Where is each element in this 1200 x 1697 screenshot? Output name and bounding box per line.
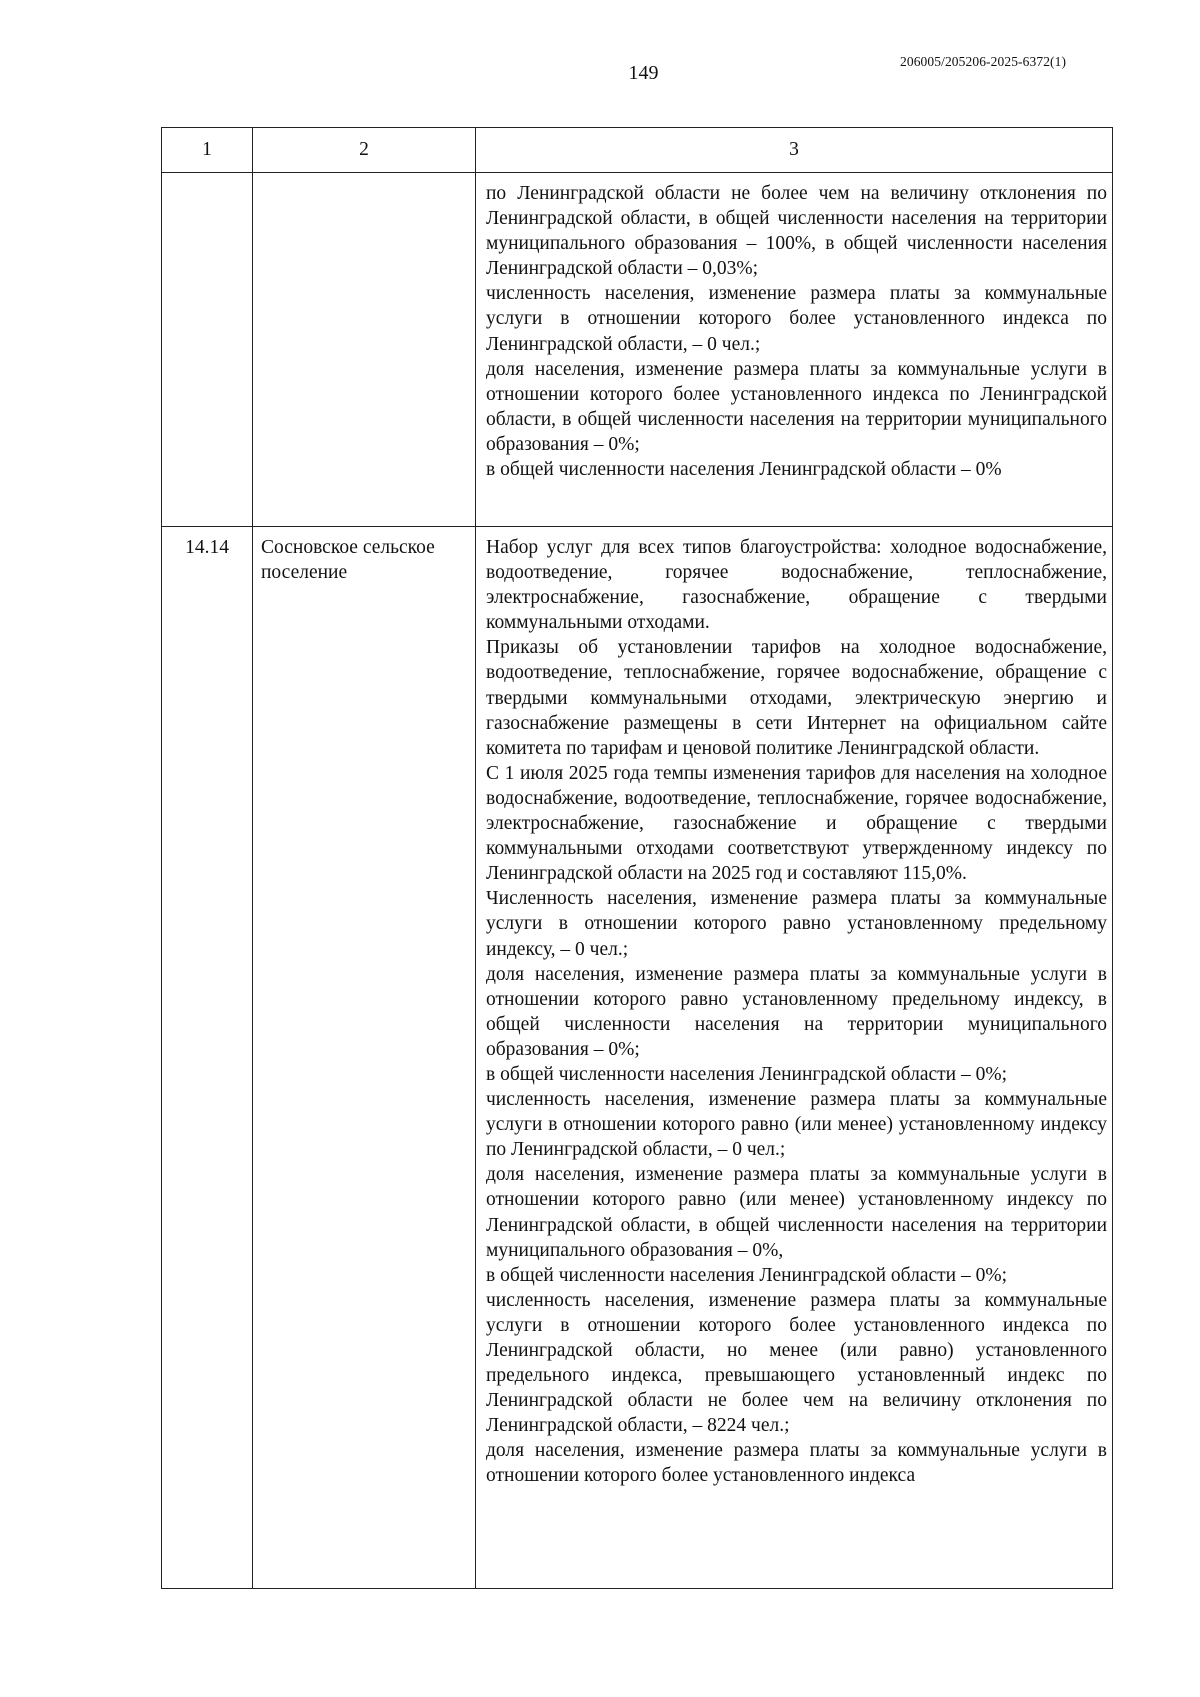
- description-paragraph: Набор услуг для всех типов благоустройства: холодное водоснабжение, водоотведение, горячее водоснабжение, теплоснабжение, электроснабжение, газоснабжение, обращение с твердыми коммунальными отходами.: [486, 537, 1107, 634]
- column-header-1: 1: [162, 128, 253, 173]
- description-paragraph: доля населения, изменение размера платы за коммунальные услуги в отношении которого более установленного индекса: [486, 1440, 1107, 1487]
- column-header-3: 3: [476, 128, 1113, 173]
- description-cell: [476, 173, 1113, 527]
- description-paragraph: в общей численности населения Ленинградской области – 0%;: [486, 1264, 1008, 1286]
- description-paragraph: С 1 июля 2025 года темпы изменения тарифов для населения на холодное водоснабжение, водоотведение, теплоснабжение, горячее водоснабжение, электроснабжение, газоснабжение и обращение с твердыми коммунальными отходами соответствуют утвержденному индексу по Ленинградской области на 2025 год и составляют 115,0%.: [486, 762, 1107, 885]
- document-id: 206005/205206-2025-6372(1): [900, 54, 1067, 69]
- row-number-cell: [162, 173, 253, 527]
- table-header-row: [162, 128, 1113, 173]
- description-paragraph: численность населения, изменение размера платы за коммунальные услуги в отношении которого более установленного индекса по Ленинградской области, – 0 чел.;: [486, 283, 1107, 355]
- description-paragraph: Приказы об установлении тарифов на холодное водоснабжение, водоотведение, теплоснабжение, горячее водоснабжение, обращение с твердыми коммунальными отходами, электрическую энергию и газоснабжение размещены в сети Интернет на официальном сайте комитета по тарифам и ценовой политике Ленинградской области.: [486, 637, 1107, 759]
- description-paragraph: численность населения, изменение размера платы за коммунальные услуги в отношении которого равно (или менее) установленному индексу по Ленинградской области, – 0 чел.;: [486, 1089, 1107, 1161]
- description-paragraph: доля населения, изменение размера платы за коммунальные услуги в отношении которого равно (или менее) установленному индексу по Ленинградской области, в общей численности населения на территории муниципального образования – 0%,: [486, 1164, 1107, 1261]
- description-paragraph: в общей численности населения Ленинградской области – 0%: [486, 459, 1002, 481]
- description-paragraph: Численность населения, изменение размера платы за коммунальные услуги в отношении которого равно установленному предельному индексу, – 0 чел.;: [486, 888, 1107, 960]
- settlement-name-cell: [253, 173, 476, 527]
- table-row: [162, 173, 1113, 527]
- description-paragraph: численность населения, изменение размера платы за коммунальные услуги в отношении которого более установленного индекса по Ленинградской области, но менее (или равно) установленного предельного индекса, превышающего установленный индекс по Ленинградской области не более чем на величину отклонения по Ленинградской области, – 8224 чел.;: [486, 1289, 1107, 1437]
- page-number: 149: [628, 62, 659, 84]
- description-paragraph: доля населения, изменение размера платы за коммунальные услуги в отношении которого равно установленному предельному индексу, в общей численности населения на территории муниципального образования – 0%;: [486, 963, 1107, 1060]
- description-cell: [476, 527, 1113, 1589]
- description-paragraph: доля населения, изменение размера платы за коммунальные услуги в отношении которого более установленного индекса по Ленинградской области, в общей численности населения на территории муниципального образования – 0%;: [486, 358, 1107, 455]
- settlement-name-cell: Сосновское сельское поселение: [253, 527, 476, 1589]
- row-number-cell: 14.14: [162, 527, 253, 1589]
- column-header-2: 2: [253, 128, 476, 173]
- description-paragraph: по Ленинградской области не более чем на величину отклонения по Ленинградской области, в общей численности населения на территории муниципального образования – 100%, в общей численности населения Ленинградской области – 0,03%;: [486, 183, 1107, 280]
- tariff-table: [161, 127, 1113, 1589]
- description-paragraph: в общей численности населения Ленинградской области – 0%;: [486, 1063, 1008, 1085]
- table-row: [162, 527, 1113, 1589]
